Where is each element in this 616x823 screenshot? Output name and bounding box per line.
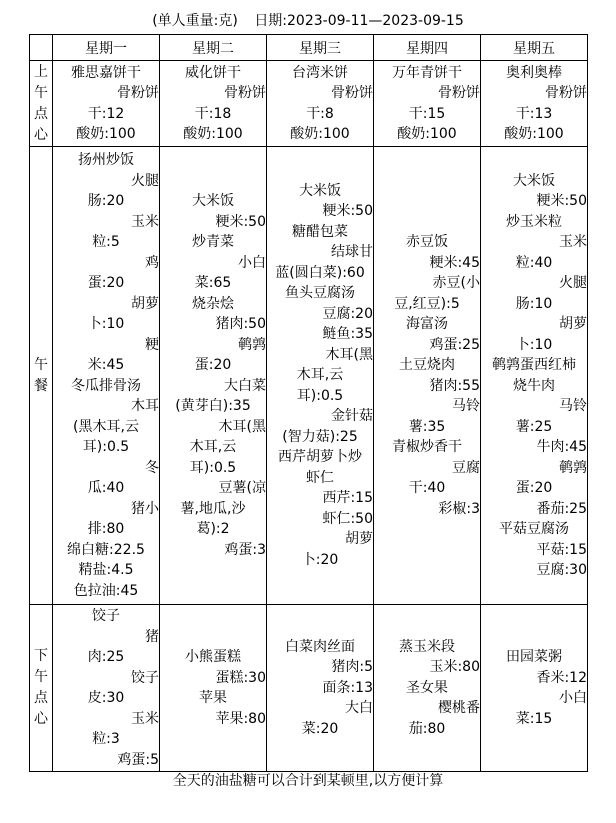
menu-line: 鸡蛋:25 — [429, 336, 480, 353]
row-label — [30, 605, 53, 772]
menu-line: 卜:10 — [87, 316, 125, 332]
menu-line: 耳):0.5 — [82, 439, 130, 455]
header-row — [30, 35, 588, 61]
menu-line: 牛肉:45 — [536, 439, 587, 455]
menu-line: 雅思嘉饼干 — [71, 64, 141, 81]
menu-line: 精盐:4.5 — [78, 562, 134, 578]
menu-line: 奥利奥棒 — [506, 64, 562, 81]
menu-line: 鸡蛋:3 — [224, 541, 266, 558]
menu-line: 干:12 — [87, 105, 125, 122]
menu-line: 胡萝 — [131, 295, 159, 312]
menu-line: 冬瓜排骨汤 — [71, 377, 141, 394]
menu-line: 粳 — [145, 336, 159, 353]
menu-cell-thursday — [374, 61, 481, 147]
menu-line: 骨粉饼 — [117, 85, 159, 101]
menu-line: 西芹:15 — [322, 490, 373, 507]
menu-line: 豆,红豆):5 — [394, 295, 460, 312]
row-label-char: 午 — [34, 669, 48, 685]
menu-line: 蛋:20 — [515, 480, 553, 496]
menu-line: 大米饭 — [192, 193, 234, 209]
weekly-menu-table — [29, 34, 588, 772]
menu-line: 酸奶:100 — [76, 126, 136, 142]
menu-line: 骨粉饼 — [438, 85, 480, 101]
menu-line: 平菇豆腐汤 — [499, 521, 569, 537]
menu-line: 猪肉:50 — [215, 316, 266, 332]
menu-line: 炒青菜 — [192, 234, 234, 250]
menu-line: (黑木耳,云 — [73, 418, 139, 435]
menu-cell-monday — [53, 147, 160, 605]
menu-line: 薯:25 — [515, 418, 553, 435]
menu-line: 葛):2 — [196, 521, 230, 537]
corner-cell — [30, 35, 53, 61]
menu-line: 粒:40 — [515, 254, 553, 271]
menu-line: 猪小 — [131, 500, 159, 517]
menu-line: 马铃 — [452, 398, 480, 414]
menu-cell-wednesday — [267, 147, 374, 605]
menu-line: 粳米:50 — [536, 193, 587, 209]
menu-line: 鸡 — [145, 254, 159, 271]
menu-line: 青椒炒香干 — [392, 439, 462, 455]
menu-cell-wednesday — [267, 61, 374, 147]
menu-line: 豆薯(凉 — [218, 480, 266, 496]
menu-line: (黄芽白):35 — [175, 398, 251, 414]
menu-line: 鸡蛋:5 — [117, 751, 159, 768]
menu-cell-friday — [481, 147, 588, 605]
row-label-char: 午 — [34, 84, 48, 101]
menu-line: 胡萝 — [559, 316, 587, 332]
menu-line: 干:8 — [306, 105, 334, 122]
menu-line: 猪 — [145, 628, 159, 645]
menu-line: 面条:13 — [322, 679, 373, 696]
menu-line: 蛋糕:30 — [215, 669, 266, 686]
row-morning-snack — [30, 61, 588, 147]
menu-line: 卜:10 — [515, 336, 553, 353]
menu-line: 米:45 — [87, 357, 125, 373]
menu-line: 色拉油:45 — [73, 582, 139, 599]
menu-line: 万年青饼干 — [392, 64, 462, 81]
menu-line: 酸奶:100 — [397, 126, 457, 142]
menu-line: 扬州炒饭 — [78, 152, 134, 168]
column-header-wednesday: 星期三 — [267, 35, 374, 61]
menu-cell-wednesday — [267, 605, 374, 772]
menu-line: 圣女果 — [406, 679, 448, 696]
menu-line: 番茄:25 — [536, 500, 587, 517]
menu-line: 菜:65 — [194, 275, 232, 291]
menu-line: 猪肉:55 — [429, 377, 480, 394]
menu-line: 耳):0.5 — [189, 459, 237, 476]
menu-line: 玉米 — [131, 710, 159, 727]
menu-line: 豆腐 — [452, 459, 480, 476]
menu-line: 玉米:80 — [429, 659, 480, 676]
menu-line: 糖醋包菜 — [292, 223, 348, 240]
menu-line: 虾仁:50 — [322, 510, 373, 527]
menu-line: 赤豆饭 — [406, 234, 448, 250]
menu-line: 鹌鹑 — [559, 459, 587, 476]
menu-cell-friday — [481, 61, 588, 147]
menu-line: 粳米:50 — [215, 213, 266, 230]
menu-line: 瓜:40 — [87, 480, 125, 496]
menu-line: 蓝(圆白菜):60 — [275, 264, 365, 281]
menu-line: 平菇:15 — [536, 541, 587, 558]
footer-note: 全天的油盐糖可以合计到某顿里,以方便计算 — [172, 773, 444, 789]
menu-line: 虾仁 — [306, 469, 334, 486]
menu-cell-thursday — [374, 605, 481, 772]
row-label — [30, 147, 53, 605]
menu-line: 干:40 — [408, 480, 446, 496]
menu-line: 木耳 — [131, 398, 159, 414]
menu-line: 蛋:20 — [194, 357, 232, 373]
column-header-monday: 星期一 — [53, 35, 160, 61]
row-label-char: 心 — [34, 126, 48, 143]
menu-line: 木耳(黑 — [325, 346, 373, 363]
menu-line: 干:15 — [408, 105, 446, 122]
menu-line: 炒玉米粒 — [506, 213, 562, 230]
menu-line: 田园菜粥 — [506, 649, 562, 665]
menu-line: 猪肉:5 — [331, 659, 373, 676]
row-label — [30, 61, 53, 147]
menu-line: 小熊蛋糕 — [185, 649, 241, 665]
menu-line: 大米饭 — [513, 172, 555, 189]
menu-line: 烧杂烩 — [192, 295, 234, 312]
menu-title — [0, 12, 616, 30]
menu-line: 菜:20 — [301, 720, 339, 737]
menu-line: 豆腐:20 — [322, 305, 373, 322]
menu-line: 骨粉饼 — [545, 85, 587, 101]
menu-line: 蛋:20 — [87, 275, 125, 291]
menu-line: 台湾米饼 — [292, 64, 348, 81]
menu-line: 香米:12 — [536, 669, 587, 686]
menu-line: 苹果 — [199, 690, 227, 706]
menu-line: 火腿 — [559, 275, 587, 291]
menu-line: 粳米:50 — [322, 203, 373, 220]
menu-line: 薯,地瓜,沙 — [180, 500, 246, 517]
menu-line: 酸奶:100 — [290, 126, 350, 142]
menu-line: 粒:5 — [92, 234, 120, 250]
menu-line: (智力菇):25 — [282, 428, 358, 445]
menu-line: 木耳,云 — [296, 367, 344, 384]
menu-line: 绵白糖:22.5 — [67, 541, 145, 558]
menu-line: 白菜肉丝面 — [285, 638, 355, 655]
menu-line: 薯:35 — [408, 418, 446, 435]
row-label-char: 上 — [34, 63, 48, 80]
menu-line: 火腿 — [131, 172, 159, 189]
menu-line: 彩椒:3 — [438, 500, 480, 517]
menu-line: 鹌鹑 — [238, 336, 266, 353]
menu-line: 鹌鹑蛋西红柿 — [492, 357, 576, 373]
menu-line: 玉米 — [559, 234, 587, 250]
row-label-char: 午 — [34, 356, 48, 373]
menu-cell-monday — [53, 605, 160, 772]
menu-line: 菜:15 — [515, 710, 553, 727]
menu-line: 西芹胡萝卜炒 — [278, 449, 362, 466]
menu-line: 骨粉饼 — [331, 85, 373, 101]
menu-line: 肠:10 — [515, 295, 553, 312]
menu-line: 卜:20 — [301, 551, 339, 568]
menu-line: 粳米:45 — [429, 254, 480, 271]
menu-line: 粒:3 — [92, 731, 120, 747]
row-afternoon-snack — [30, 605, 588, 772]
menu-line: 肉:25 — [87, 649, 125, 665]
menu-line: 酸奶:100 — [504, 126, 564, 142]
menu-line: 干:18 — [194, 105, 232, 122]
menu-cell-tuesday — [160, 147, 267, 605]
menu-line: 肠:20 — [87, 193, 125, 209]
menu-line: 大白菜 — [224, 377, 266, 394]
menu-line: 胡萝 — [345, 531, 373, 548]
menu-line: 赤豆(小 — [432, 275, 480, 291]
menu-line: 金针菇 — [331, 408, 373, 425]
column-header-thursday: 星期四 — [374, 35, 481, 61]
menu-line: 饺子 — [92, 608, 120, 624]
menu-line: 马铃 — [559, 398, 587, 414]
menu-line: 樱桃番 — [438, 700, 480, 717]
menu-line: 豆腐:30 — [536, 562, 587, 578]
menu-line: 干:13 — [515, 105, 553, 122]
row-label-char: 点 — [34, 690, 48, 706]
menu-cell-tuesday — [160, 605, 267, 772]
menu-line: 鱼头豆腐汤 — [285, 285, 355, 302]
row-label-char: 心 — [34, 711, 48, 727]
menu-line: 木耳,云 — [189, 439, 237, 455]
menu-line: 海富汤 — [406, 316, 448, 332]
column-header-tuesday: 星期二 — [160, 35, 267, 61]
menu-line: 酸奶:100 — [183, 126, 243, 142]
unit-note: (单人重量:克) — [152, 13, 238, 29]
column-header-friday: 星期五 — [481, 35, 588, 61]
row-label-char: 下 — [34, 648, 48, 664]
menu-line: 茄:80 — [408, 720, 446, 737]
menu-line: 木耳(黑 — [218, 418, 266, 435]
row-label-char: 点 — [34, 105, 48, 122]
menu-line: 大米饭 — [299, 182, 341, 199]
date-range: 日期:2023-09-11—2023-09-15 — [254, 13, 464, 29]
menu-cell-friday — [481, 605, 588, 772]
menu-line: 土豆烧肉 — [399, 357, 455, 373]
menu-line: 玉米 — [131, 213, 159, 230]
menu-line: 骨粉饼 — [224, 85, 266, 101]
menu-line: 蒸玉米段 — [399, 638, 455, 655]
menu-line: 冬 — [145, 459, 159, 476]
menu-line: 结球甘 — [331, 244, 373, 261]
menu-cell-thursday — [374, 147, 481, 605]
menu-line: 皮:30 — [87, 690, 125, 706]
row-label-char: 餐 — [34, 377, 48, 394]
menu-cell-tuesday — [160, 61, 267, 147]
menu-line: 耳):0.5 — [296, 387, 344, 404]
menu-line: 小白 — [238, 254, 266, 271]
menu-line: 排:80 — [87, 521, 125, 537]
menu-cell-monday — [53, 61, 160, 147]
menu-line: 威化饼干 — [185, 64, 241, 81]
menu-line: 烧牛肉 — [513, 377, 555, 394]
menu-line: 鲢鱼:35 — [322, 326, 373, 343]
menu-line: 苹果:80 — [215, 710, 266, 727]
menu-line: 小白 — [559, 690, 587, 706]
menu-line: 大白 — [345, 700, 373, 717]
menu-line: 饺子 — [131, 669, 159, 686]
row-lunch — [30, 147, 588, 605]
